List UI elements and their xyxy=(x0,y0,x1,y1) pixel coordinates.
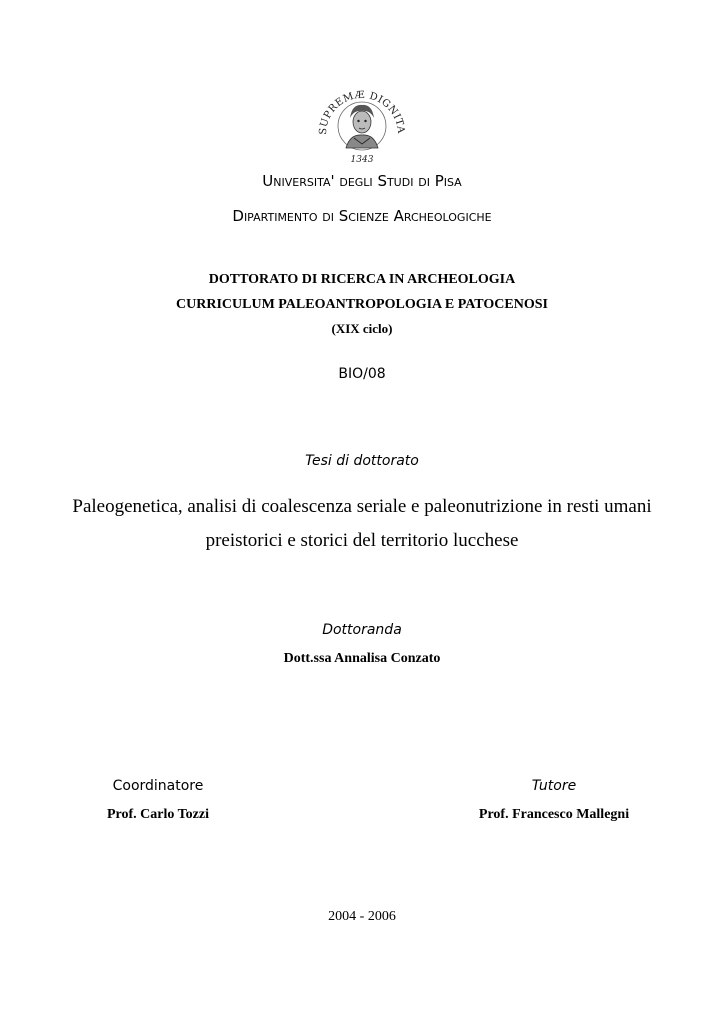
thesis-title-line1: Paleogenetica, analisi di coalescenza seriale e paleonutrizione in resti umani xyxy=(72,496,652,517)
seal-emblem xyxy=(312,78,412,178)
program-title: DOTTORATO DI RICERCA IN ARCHEOLOGIA xyxy=(208,272,516,287)
tutor-role: Tutore xyxy=(531,778,577,794)
department-name-text: Dipartimento di Scienze Archeologiche xyxy=(232,207,492,225)
department-name xyxy=(0,207,724,225)
university-name xyxy=(0,172,724,190)
tutor-name: Prof. Francesco Mallegni xyxy=(478,807,630,822)
program-curriculum: CURRICULUM PALEOANTROPOLOGIA E PATOCENOSI xyxy=(176,297,548,312)
candidate-role: Dottoranda xyxy=(322,622,402,638)
seal-year: 1343 xyxy=(350,155,374,165)
program-cycle: (XIX ciclo) xyxy=(331,321,393,336)
coordinator-name: Prof. Carlo Tozzi xyxy=(106,807,209,822)
program-code: BIO/08 xyxy=(338,366,386,382)
coordinator-role: Coordinatore xyxy=(112,778,204,794)
university-name-text: Universita' degli Studi di Pisa xyxy=(262,172,462,190)
seal-motto: SUPREMÆ DIGNITA xyxy=(317,89,407,136)
thesis-type: Tesi di dottorato xyxy=(305,453,419,469)
academic-years: 2004 - 2006 xyxy=(328,909,396,924)
thesis-title xyxy=(0,490,724,558)
thesis-title-line2: preistorici e storici del territorio lucchese xyxy=(205,530,519,551)
candidate-name: Dott.ssa Annalisa Conzato xyxy=(283,651,441,666)
university-seal xyxy=(312,78,412,178)
